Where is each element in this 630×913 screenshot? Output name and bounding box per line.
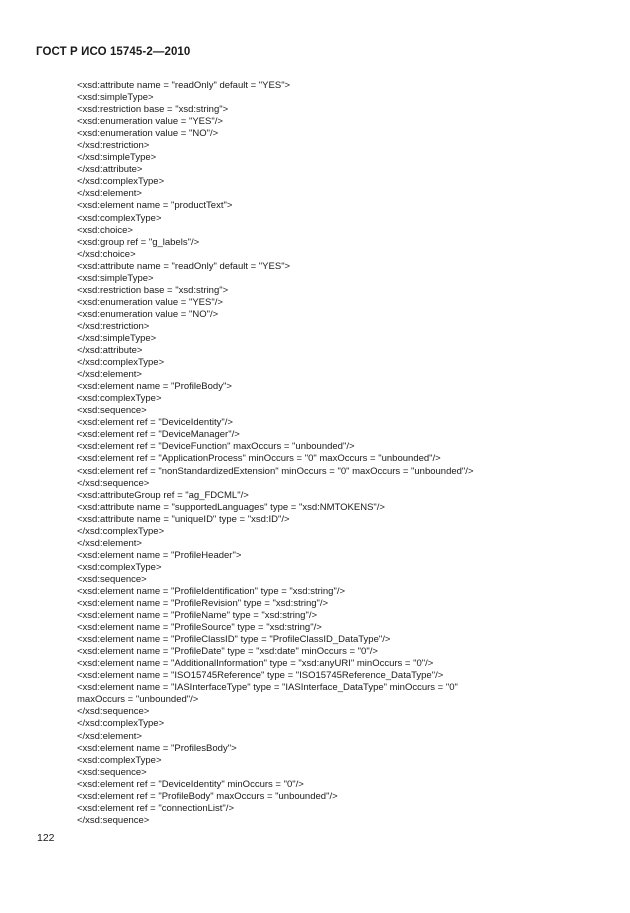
code-line: </xsd:complexType> xyxy=(77,357,165,369)
page-number: 122 xyxy=(37,832,55,844)
code-line: <xsd:sequence> xyxy=(77,766,147,778)
code-line: </xsd:element> xyxy=(77,188,142,200)
code-line: <xsd:element name = "ProfileHeader"> xyxy=(77,549,242,561)
code-line: </xsd:element> xyxy=(77,369,142,381)
code-line: <xsd:choice> xyxy=(77,224,133,236)
code-line: <xsd:group ref = "g_labels"/> xyxy=(77,236,200,248)
code-line: <xsd:enumeration value = "YES"/> xyxy=(77,296,223,308)
code-line: <xsd:simpleType> xyxy=(77,272,154,284)
code-line: <xsd:element ref = "DeviceIdentity" minOccurs = "0"/> xyxy=(77,778,304,790)
code-line: <xsd:element name = "ProfileName" type = "xsd:string"/> xyxy=(77,610,318,622)
code-line: </xsd:attribute> xyxy=(77,164,143,176)
code-line: </xsd:sequence> xyxy=(77,814,150,826)
code-line: </xsd:simpleType> xyxy=(77,332,157,344)
code-line: </xsd:complexType> xyxy=(77,176,165,188)
code-line: <xsd:restriction base = "xsd:string"> xyxy=(77,104,229,116)
code-line: <xsd:complexType> xyxy=(77,561,162,573)
code-line: <xsd:element name = "ProfileBody"> xyxy=(77,381,232,393)
code-line: <xsd:attribute name = "supportedLanguages" type = "xsd:NMTOKENS"/> xyxy=(77,501,385,513)
code-line: <xsd:element ref = "DeviceIdentity"/> xyxy=(77,417,233,429)
code-line: <xsd:element ref = "DeviceManager"/> xyxy=(77,429,240,441)
code-line: <xsd:element name = "ProfileIdentification" type = "xsd:string"/> xyxy=(77,585,346,597)
code-line: <xsd:sequence> xyxy=(77,573,147,585)
code-line: <xsd:element ref = "DeviceFunction" maxOccurs = "unbounded"/> xyxy=(77,441,355,453)
code-line: </xsd:complexType> xyxy=(77,525,165,537)
code-line: <xsd:element name = "productText"> xyxy=(77,200,233,212)
code-line: <xsd:element name = "ProfileRevision" type = "xsd:string"/> xyxy=(77,598,329,610)
code-line: <xsd:sequence> xyxy=(77,405,147,417)
code-line: </xsd:sequence> xyxy=(77,706,150,718)
code-line: </xsd:element> xyxy=(77,730,142,742)
code-line: <xsd:attribute name = "readOnly" default = "YES"> xyxy=(77,80,291,91)
code-line: <xsd:restriction base = "xsd:string"> xyxy=(77,284,229,296)
code-line: </xsd:attribute> xyxy=(77,345,143,357)
code-line: <xsd:element ref = "ProfileBody" maxOccurs = "unbounded"/> xyxy=(77,790,338,802)
code-line: <xsd:element name = "ProfileSource" type = "xsd:string"/> xyxy=(77,622,322,634)
code-line: <xsd:element name = "ISO15745Reference" type = "ISO15745Reference_DataType"/> xyxy=(77,670,444,682)
code-line: maxOccurs = "unbounded"/> xyxy=(77,694,199,706)
code-line: <xsd:element ref = "ApplicationProcess" minOccurs = "0" maxOccurs = "unbounded"/> xyxy=(77,453,441,465)
code-line: </xsd:complexType> xyxy=(77,718,165,730)
code-line: <xsd:element name = "ProfileDate" type = "xsd:date" minOccurs = "0"/> xyxy=(77,646,378,658)
code-line: </xsd:simpleType> xyxy=(77,152,157,164)
code-line: <xsd:complexType> xyxy=(77,754,162,766)
code-line: <xsd:complexType> xyxy=(77,393,162,405)
code-line: </xsd:sequence> xyxy=(77,477,150,489)
document-header-title: ГОСТ Р ИСО 15745-2—2010 xyxy=(36,46,191,58)
code-line: </xsd:restriction> xyxy=(77,320,150,332)
code-line: <xsd:complexType> xyxy=(77,212,162,224)
code-line: <xsd:attribute name = "readOnly" default = "YES"> xyxy=(77,260,291,272)
code-line: <xsd:simpleType> xyxy=(77,92,154,104)
code-line: <xsd:element ref = "connectionList"/> xyxy=(77,802,234,814)
code-line: <xsd:element name = "IASInterfaceType" type = "IASInterface_DataType" minOccurs = "0" xyxy=(77,682,458,694)
code-line: <xsd:attributeGroup ref = "ag_FDCML"/> xyxy=(77,489,249,501)
code-line: </xsd:element> xyxy=(77,537,142,549)
code-line: <xsd:enumeration value = "NO"/> xyxy=(77,128,219,140)
code-line: <xsd:element ref = "nonStandardizedExtension" minOccurs = "0" maxOccurs = "unbounded"/> xyxy=(77,465,474,477)
code-line: <xsd:attribute name = "uniqueID" type = "xsd:ID"/> xyxy=(77,513,290,525)
code-line: <xsd:element name = "ProfilesBody"> xyxy=(77,742,237,754)
code-line: </xsd:choice> xyxy=(77,248,136,260)
code-line: <xsd:enumeration value = "NO"/> xyxy=(77,308,219,320)
code-line: <xsd:enumeration value = "YES"/> xyxy=(77,116,223,128)
code-line: </xsd:restriction> xyxy=(77,140,150,152)
code-line: <xsd:element name = "AdditionalInformation" type = "xsd:anyURI" minOccurs = "0"/> xyxy=(77,658,434,670)
code-line: <xsd:element name = "ProfileClassID" type = "ProfileClassID_DataType"/> xyxy=(77,634,391,646)
xsd-code-block xyxy=(77,80,597,827)
